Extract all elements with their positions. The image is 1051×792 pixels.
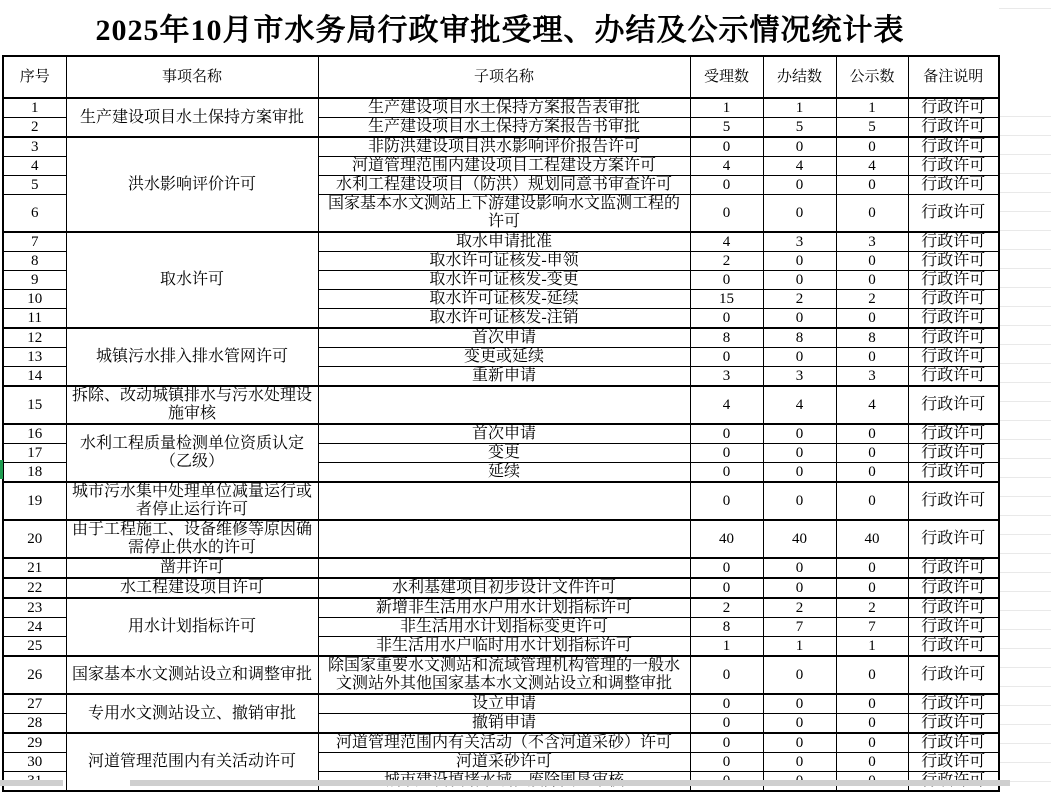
published-count-cell[interactable]: 3 bbox=[836, 367, 908, 387]
accepted-count-cell[interactable]: 0 bbox=[690, 733, 763, 753]
row-number-cell[interactable]: 7 bbox=[3, 232, 66, 252]
sub-item-name-cell[interactable]: 变更 bbox=[318, 444, 690, 463]
published-count-cell[interactable]: 0 bbox=[836, 444, 908, 463]
completed-count-cell[interactable]: 0 bbox=[763, 753, 836, 772]
accepted-count-cell[interactable]: 0 bbox=[690, 348, 763, 367]
sub-item-name-cell[interactable]: 生产建设项目水土保持方案报告书审批 bbox=[318, 118, 690, 138]
published-count-cell[interactable]: 5 bbox=[836, 118, 908, 138]
published-count-cell[interactable]: 3 bbox=[836, 232, 908, 252]
item-name-cell[interactable]: 生产建设项目水土保持方案审批 bbox=[66, 98, 318, 137]
accepted-count-cell[interactable]: 2 bbox=[690, 252, 763, 271]
sub-item-name-cell[interactable]: 取水许可证核发-延续 bbox=[318, 290, 690, 309]
completed-count-cell[interactable]: 0 bbox=[763, 424, 836, 444]
row-number-cell[interactable]: 11 bbox=[3, 309, 66, 329]
published-count-cell[interactable]: 0 bbox=[836, 271, 908, 290]
row-number-cell[interactable]: 29 bbox=[3, 733, 66, 753]
row-number-cell[interactable]: 10 bbox=[3, 290, 66, 309]
table-row bbox=[3, 424, 999, 444]
remark-cell[interactable]: 行政许可 bbox=[908, 118, 999, 138]
completed-count-cell[interactable]: 0 bbox=[763, 176, 836, 195]
completed-count-cell[interactable]: 2 bbox=[763, 290, 836, 309]
row-number-cell[interactable]: 9 bbox=[3, 271, 66, 290]
row-number-cell[interactable]: 26 bbox=[3, 656, 66, 694]
remark-cell[interactable]: 行政许可 bbox=[908, 558, 999, 578]
completed-count-cell[interactable]: 0 bbox=[763, 309, 836, 329]
accepted-count-cell[interactable]: 0 bbox=[690, 463, 763, 483]
accepted-count-cell[interactable]: 0 bbox=[690, 578, 763, 598]
completed-count-cell[interactable]: 0 bbox=[763, 694, 836, 714]
completed-count-cell[interactable]: 40 bbox=[763, 520, 836, 558]
item-name-cell[interactable]: 用水计划指标许可 bbox=[66, 598, 318, 656]
sub-item-name-cell[interactable] bbox=[318, 520, 690, 558]
row-number-cell[interactable]: 3 bbox=[3, 137, 66, 157]
item-name-cell[interactable]: 取水许可 bbox=[66, 232, 318, 328]
column-header-item[interactable]: 事项名称 bbox=[66, 56, 318, 98]
published-count-cell[interactable]: 0 bbox=[836, 694, 908, 714]
table-row bbox=[3, 656, 999, 694]
completed-count-cell[interactable]: 0 bbox=[763, 656, 836, 694]
completed-count-cell[interactable]: 0 bbox=[763, 482, 836, 520]
column-header-published[interactable]: 公示数 bbox=[836, 56, 908, 98]
sub-item-name-cell[interactable]: 首次申请 bbox=[318, 328, 690, 348]
completed-count-cell[interactable]: 7 bbox=[763, 618, 836, 637]
table-row bbox=[3, 733, 999, 753]
accepted-count-cell[interactable]: 0 bbox=[690, 656, 763, 694]
row-number-cell[interactable]: 21 bbox=[3, 558, 66, 578]
remark-cell[interactable]: 行政许可 bbox=[908, 598, 999, 618]
sub-item-name-cell[interactable]: 重新申请 bbox=[318, 367, 690, 387]
completed-count-cell[interactable]: 1 bbox=[763, 637, 836, 657]
accepted-count-cell[interactable]: 0 bbox=[690, 176, 763, 195]
completed-count-cell[interactable]: 8 bbox=[763, 328, 836, 348]
remark-cell[interactable]: 行政许可 bbox=[908, 157, 999, 176]
sub-item-name-cell[interactable]: 生产建设项目水土保持方案报告表审批 bbox=[318, 98, 690, 118]
sheet-gridlines-right-margin bbox=[999, 98, 1051, 782]
published-count-cell[interactable]: 0 bbox=[836, 463, 908, 483]
sub-item-name-cell[interactable]: 非生活用水户临时用水计划指标许可 bbox=[318, 637, 690, 657]
table-row bbox=[3, 694, 999, 714]
cutoff-row-bar bbox=[0, 780, 63, 786]
completed-count-cell[interactable]: 5 bbox=[763, 118, 836, 138]
item-name-cell[interactable]: 水工程建设项目许可 bbox=[66, 578, 318, 598]
published-count-cell[interactable]: 4 bbox=[836, 386, 908, 424]
published-count-cell[interactable]: 40 bbox=[836, 520, 908, 558]
row-number-cell[interactable]: 5 bbox=[3, 176, 66, 195]
completed-count-cell[interactable]: 0 bbox=[763, 733, 836, 753]
remark-cell[interactable]: 行政许可 bbox=[908, 98, 999, 118]
accepted-count-cell[interactable]: 0 bbox=[690, 137, 763, 157]
sub-item-name-cell[interactable]: 取水许可证核发-申领 bbox=[318, 252, 690, 271]
row-number-cell[interactable]: 30 bbox=[3, 753, 66, 772]
row-number-cell[interactable]: 25 bbox=[3, 637, 66, 657]
sub-item-name-cell[interactable]: 河道管理范围内有关活动（不含河道采砂）许可 bbox=[318, 733, 690, 753]
remark-cell[interactable]: 行政许可 bbox=[908, 733, 999, 753]
remark-cell[interactable]: 行政许可 bbox=[908, 232, 999, 252]
completed-count-cell[interactable]: 3 bbox=[763, 232, 836, 252]
published-count-cell[interactable]: 1 bbox=[836, 637, 908, 657]
accepted-count-cell[interactable]: 40 bbox=[690, 520, 763, 558]
remark-cell[interactable]: 行政许可 bbox=[908, 309, 999, 329]
row-number-cell[interactable]: 24 bbox=[3, 618, 66, 637]
sub-item-name-cell[interactable]: 水利工程建设项目（防洪）规划同意书审查许可 bbox=[318, 176, 690, 195]
table-row bbox=[3, 386, 999, 424]
accepted-count-cell[interactable]: 0 bbox=[690, 271, 763, 290]
accepted-count-cell[interactable]: 1 bbox=[690, 637, 763, 657]
sub-item-name-cell[interactable]: 新增非生活用水户用水计划指标许可 bbox=[318, 598, 690, 618]
accepted-count-cell[interactable]: 0 bbox=[690, 558, 763, 578]
completed-count-cell[interactable]: 0 bbox=[763, 444, 836, 463]
item-name-cell[interactable]: 专用水文测站设立、撤销审批 bbox=[66, 694, 318, 733]
item-name-cell[interactable]: 城市污水集中处理单位减量运行或者停止运行许可 bbox=[66, 482, 318, 520]
published-count-cell[interactable]: 0 bbox=[836, 348, 908, 367]
sub-item-name-cell[interactable]: 首次申请 bbox=[318, 424, 690, 444]
accepted-count-cell[interactable]: 0 bbox=[690, 424, 763, 444]
published-count-cell[interactable]: 0 bbox=[836, 424, 908, 444]
item-name-cell[interactable]: 国家基本水文测站设立和调整审批 bbox=[66, 656, 318, 694]
accepted-count-cell[interactable]: 0 bbox=[690, 753, 763, 772]
accepted-count-cell[interactable]: 8 bbox=[690, 618, 763, 637]
item-name-cell[interactable]: 城镇污水排入排水管网许可 bbox=[66, 328, 318, 386]
remark-cell[interactable]: 行政许可 bbox=[908, 753, 999, 772]
item-name-cell[interactable]: 凿井许可 bbox=[66, 558, 318, 578]
table-row bbox=[3, 520, 999, 558]
row-number-cell[interactable]: 22 bbox=[3, 578, 66, 598]
remark-cell[interactable]: 行政许可 bbox=[908, 618, 999, 637]
remark-cell[interactable]: 行政许可 bbox=[908, 386, 999, 424]
row-number-cell[interactable]: 27 bbox=[3, 694, 66, 714]
sub-item-name-cell[interactable] bbox=[318, 482, 690, 520]
sub-item-name-cell[interactable]: 非生活用水计划指标变更许可 bbox=[318, 618, 690, 637]
table-row bbox=[3, 558, 999, 578]
remark-cell[interactable]: 行政许可 bbox=[908, 195, 999, 233]
table-row bbox=[3, 482, 999, 520]
completed-count-cell[interactable]: 3 bbox=[763, 367, 836, 387]
remark-cell[interactable]: 行政许可 bbox=[908, 252, 999, 271]
row-number-cell[interactable]: 8 bbox=[3, 252, 66, 271]
sub-item-name-cell[interactable]: 除国家重要水文测站和流域管理机构管理的一般水文测站外其他国家基本水文测站设立和调整审批 bbox=[318, 656, 690, 694]
row-number-cell[interactable]: 17 bbox=[3, 444, 66, 463]
table-body bbox=[3, 98, 999, 791]
sub-item-name-cell[interactable]: 变更或延续 bbox=[318, 348, 690, 367]
published-count-cell[interactable]: 2 bbox=[836, 290, 908, 309]
accepted-count-cell[interactable]: 0 bbox=[690, 309, 763, 329]
completed-count-cell[interactable]: 4 bbox=[763, 157, 836, 176]
sub-item-name-cell[interactable]: 延续 bbox=[318, 463, 690, 483]
remark-cell[interactable]: 行政许可 bbox=[908, 656, 999, 694]
published-count-cell[interactable]: 0 bbox=[836, 176, 908, 195]
remark-cell[interactable]: 行政许可 bbox=[908, 348, 999, 367]
accepted-count-cell[interactable]: 0 bbox=[690, 195, 763, 233]
accepted-count-cell[interactable]: 1 bbox=[690, 98, 763, 118]
published-count-cell[interactable]: 0 bbox=[836, 482, 908, 520]
published-count-cell[interactable]: 0 bbox=[836, 252, 908, 271]
completed-count-cell[interactable]: 1 bbox=[763, 98, 836, 118]
table-row bbox=[3, 328, 999, 348]
row-number-cell[interactable]: 15 bbox=[3, 386, 66, 424]
row-number-cell[interactable]: 2 bbox=[3, 118, 66, 138]
completed-count-cell[interactable]: 4 bbox=[763, 386, 836, 424]
accepted-count-cell[interactable]: 3 bbox=[690, 367, 763, 387]
item-name-cell[interactable]: 水利工程质量检测单位资质认定（乙级） bbox=[66, 424, 318, 482]
remark-cell[interactable]: 行政许可 bbox=[908, 328, 999, 348]
completed-count-cell[interactable]: 0 bbox=[763, 348, 836, 367]
table-row bbox=[3, 137, 999, 157]
completed-count-cell[interactable]: 2 bbox=[763, 598, 836, 618]
accepted-count-cell[interactable]: 15 bbox=[690, 290, 763, 309]
remark-cell[interactable]: 行政许可 bbox=[908, 176, 999, 195]
sub-item-name-cell[interactable]: 取水许可证核发-变更 bbox=[318, 271, 690, 290]
published-count-cell[interactable]: 7 bbox=[836, 618, 908, 637]
item-name-cell[interactable]: 洪水影响评价许可 bbox=[66, 137, 318, 232]
sub-item-name-cell[interactable]: 设立申请 bbox=[318, 694, 690, 714]
accepted-count-cell[interactable]: 4 bbox=[690, 386, 763, 424]
remark-cell[interactable]: 行政许可 bbox=[908, 367, 999, 387]
accepted-count-cell[interactable]: 4 bbox=[690, 157, 763, 176]
column-header-no[interactable]: 序号 bbox=[3, 56, 66, 98]
remark-cell[interactable]: 行政许可 bbox=[908, 463, 999, 483]
sub-item-name-cell[interactable]: 撤销申请 bbox=[318, 714, 690, 734]
published-count-cell[interactable]: 0 bbox=[836, 733, 908, 753]
completed-count-cell[interactable]: 0 bbox=[763, 558, 836, 578]
remark-cell[interactable]: 行政许可 bbox=[908, 444, 999, 463]
accepted-count-cell[interactable]: 2 bbox=[690, 598, 763, 618]
published-count-cell[interactable]: 0 bbox=[836, 656, 908, 694]
table-row bbox=[3, 578, 999, 598]
sub-item-name-cell[interactable]: 河道采砂许可 bbox=[318, 753, 690, 772]
row-number-cell[interactable]: 28 bbox=[3, 714, 66, 734]
published-count-cell[interactable]: 0 bbox=[836, 309, 908, 329]
published-count-cell[interactable]: 8 bbox=[836, 328, 908, 348]
accepted-count-cell[interactable]: 8 bbox=[690, 328, 763, 348]
accepted-count-cell[interactable]: 0 bbox=[690, 444, 763, 463]
column-header-subitem[interactable]: 子项名称 bbox=[318, 56, 690, 98]
sub-item-name-cell[interactable]: 非防洪建设项目洪水影响评价报告许可 bbox=[318, 137, 690, 157]
cutoff-row-bar bbox=[130, 780, 1010, 786]
sheet-gridline bbox=[999, 8, 1051, 9]
sub-item-name-cell[interactable] bbox=[318, 558, 690, 578]
sub-item-name-cell[interactable]: 取水申请批准 bbox=[318, 232, 690, 252]
item-name-cell[interactable]: 由于工程施工、设备维修等原因确需停止供水的许可 bbox=[66, 520, 318, 558]
row-number-cell[interactable]: 16 bbox=[3, 424, 66, 444]
accepted-count-cell[interactable]: 4 bbox=[690, 232, 763, 252]
page-title[interactable]: 2025年10月市水务局行政审批受理、办结及公示情况统计表 bbox=[95, 14, 905, 47]
accepted-count-cell[interactable]: 5 bbox=[690, 118, 763, 138]
completed-count-cell[interactable]: 0 bbox=[763, 195, 836, 233]
sub-item-name-cell[interactable]: 河道管理范围内建设项目工程建设方案许可 bbox=[318, 157, 690, 176]
completed-count-cell[interactable]: 0 bbox=[763, 714, 836, 734]
row-number-cell[interactable]: 12 bbox=[3, 328, 66, 348]
item-name-cell[interactable]: 拆除、改动城镇排水与污水处理设施审核 bbox=[66, 386, 318, 424]
sub-item-name-cell[interactable]: 国家基本水文测站上下游建设影响水文监测工程的许可 bbox=[318, 195, 690, 233]
remark-cell[interactable]: 行政许可 bbox=[908, 694, 999, 714]
statistics-table bbox=[2, 55, 1000, 792]
completed-count-cell[interactable]: 0 bbox=[763, 578, 836, 598]
completed-count-cell[interactable]: 0 bbox=[763, 463, 836, 483]
remark-cell[interactable]: 行政许可 bbox=[908, 578, 999, 598]
accepted-count-cell[interactable]: 0 bbox=[690, 714, 763, 734]
published-count-cell[interactable]: 0 bbox=[836, 714, 908, 734]
remark-cell[interactable]: 行政许可 bbox=[908, 290, 999, 309]
published-count-cell[interactable]: 0 bbox=[836, 137, 908, 157]
column-header-remark[interactable]: 备注说明 bbox=[908, 56, 999, 98]
completed-count-cell[interactable]: 0 bbox=[763, 137, 836, 157]
header-row bbox=[3, 56, 999, 98]
completed-count-cell[interactable]: 0 bbox=[763, 252, 836, 271]
column-header-accepted[interactable]: 受理数 bbox=[690, 56, 763, 98]
row-number-cell[interactable]: 14 bbox=[3, 367, 66, 387]
published-count-cell[interactable]: 0 bbox=[836, 753, 908, 772]
row-number-cell[interactable]: 13 bbox=[3, 348, 66, 367]
sub-item-name-cell[interactable]: 水利基建项目初步设计文件许可 bbox=[318, 578, 690, 598]
column-header-completed[interactable]: 办结数 bbox=[763, 56, 836, 98]
remark-cell[interactable]: 行政许可 bbox=[908, 714, 999, 734]
row-number-cell[interactable]: 23 bbox=[3, 598, 66, 618]
sub-item-name-cell[interactable] bbox=[318, 386, 690, 424]
published-count-cell[interactable]: 4 bbox=[836, 157, 908, 176]
remark-cell[interactable]: 行政许可 bbox=[908, 137, 999, 157]
published-count-cell[interactable]: 0 bbox=[836, 558, 908, 578]
remark-cell[interactable]: 行政许可 bbox=[908, 271, 999, 290]
remark-cell[interactable]: 行政许可 bbox=[908, 482, 999, 520]
table-row bbox=[3, 232, 999, 252]
row-number-cell[interactable]: 6 bbox=[3, 195, 66, 233]
sub-item-name-cell[interactable]: 取水许可证核发-注销 bbox=[318, 309, 690, 329]
published-count-cell[interactable]: 1 bbox=[836, 98, 908, 118]
row-number-cell[interactable]: 18 bbox=[3, 463, 66, 483]
remark-cell[interactable]: 行政许可 bbox=[908, 637, 999, 657]
remark-cell[interactable]: 行政许可 bbox=[908, 424, 999, 444]
published-count-cell[interactable]: 0 bbox=[836, 578, 908, 598]
table-row bbox=[3, 98, 999, 118]
completed-count-cell[interactable]: 0 bbox=[763, 271, 836, 290]
selection-indicator bbox=[0, 460, 3, 479]
published-count-cell[interactable]: 2 bbox=[836, 598, 908, 618]
table-row bbox=[3, 598, 999, 618]
accepted-count-cell[interactable]: 0 bbox=[690, 694, 763, 714]
accepted-count-cell[interactable]: 0 bbox=[690, 482, 763, 520]
row-number-cell[interactable]: 4 bbox=[3, 157, 66, 176]
item-name-cell[interactable]: 河道管理范围内有关活动许可 bbox=[66, 733, 318, 791]
row-number-cell[interactable]: 1 bbox=[3, 98, 66, 118]
remark-cell[interactable]: 行政许可 bbox=[908, 520, 999, 558]
row-number-cell[interactable]: 20 bbox=[3, 520, 66, 558]
row-number-cell[interactable]: 19 bbox=[3, 482, 66, 520]
published-count-cell[interactable]: 0 bbox=[836, 195, 908, 233]
